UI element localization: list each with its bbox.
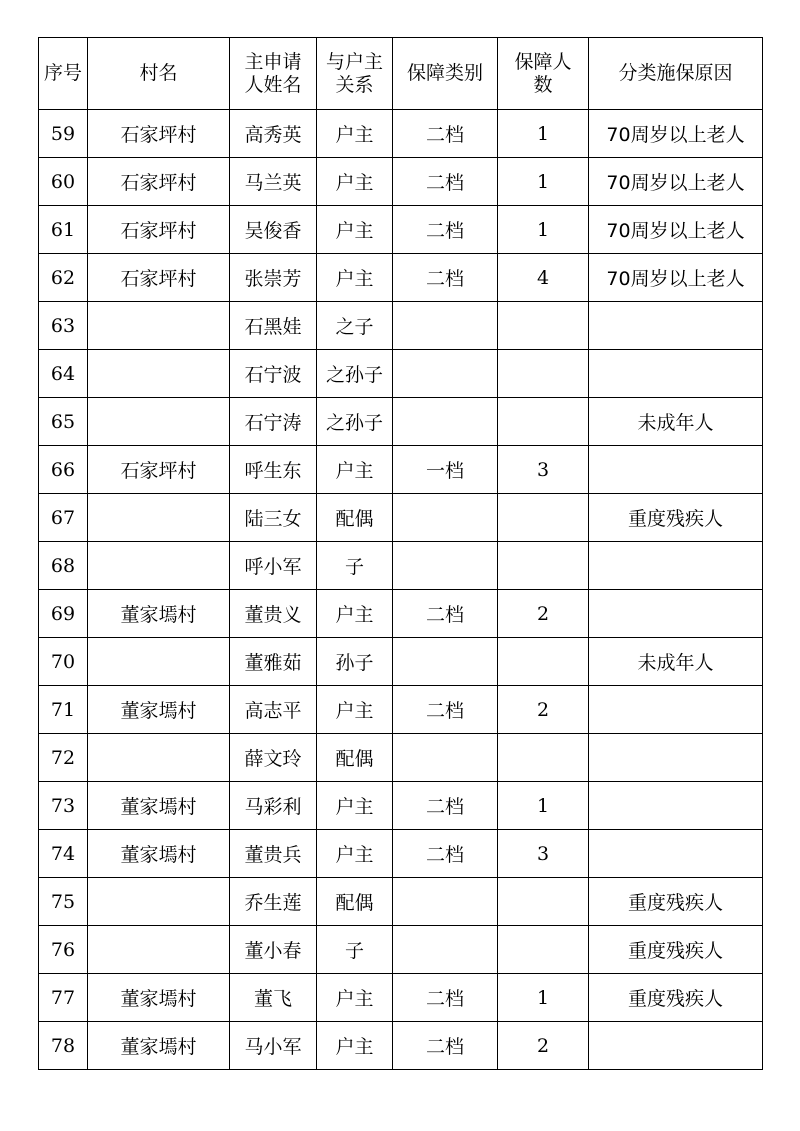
- cell-reason: [589, 446, 763, 494]
- cell-serial-number: 76: [39, 926, 88, 974]
- cell-applicant-name: 董贵义: [230, 590, 317, 638]
- cell-applicant-name: 呼小军: [230, 542, 317, 590]
- cell-category: 二档: [393, 110, 498, 158]
- cell-relation: 子: [317, 542, 393, 590]
- table-row: [39, 542, 763, 590]
- cell-village-name: 石家坪村: [88, 158, 230, 206]
- cell-village-name: 石家坪村: [88, 446, 230, 494]
- cell-reason: [589, 734, 763, 782]
- cell-serial-number: 66: [39, 446, 88, 494]
- table-row: [39, 974, 763, 1022]
- header-category: [393, 38, 498, 110]
- cell-serial-number: 70: [39, 638, 88, 686]
- cell-category: [393, 926, 498, 974]
- cell-applicant-name: 呼生东: [230, 446, 317, 494]
- cell-serial-number: 62: [39, 254, 88, 302]
- cell-relation: 户主: [317, 974, 393, 1022]
- cell-relation: 户主: [317, 158, 393, 206]
- cell-serial-number: 78: [39, 1022, 88, 1070]
- cell-village-name: [88, 350, 230, 398]
- cell-serial-number: 63: [39, 302, 88, 350]
- cell-relation: 孙子: [317, 638, 393, 686]
- cell-count: [498, 494, 589, 542]
- cell-applicant-name: 高志平: [230, 686, 317, 734]
- cell-reason: 未成年人: [589, 638, 763, 686]
- cell-serial-number: 64: [39, 350, 88, 398]
- cell-applicant-name: 吴俊香: [230, 206, 317, 254]
- table-row: [39, 302, 763, 350]
- table-row: [39, 206, 763, 254]
- cell-count: [498, 302, 589, 350]
- table-row: [39, 686, 763, 734]
- cell-village-name: 董家墕村: [88, 1022, 230, 1070]
- table-row: [39, 590, 763, 638]
- cell-reason: 重度残疾人: [589, 878, 763, 926]
- header-applicant-name: [230, 38, 317, 110]
- cell-relation: 户主: [317, 782, 393, 830]
- cell-relation: 户主: [317, 830, 393, 878]
- cell-serial-number: 59: [39, 110, 88, 158]
- table-row: [39, 926, 763, 974]
- table-row: [39, 398, 763, 446]
- header-line: 主申请: [244, 50, 302, 73]
- cell-serial-number: 73: [39, 782, 88, 830]
- cell-category: 二档: [393, 158, 498, 206]
- cell-serial-number: 74: [39, 830, 88, 878]
- table-row: [39, 254, 763, 302]
- cell-category: [393, 542, 498, 590]
- cell-count: 1: [498, 158, 589, 206]
- cell-category: 二档: [393, 782, 498, 830]
- cell-village-name: 董家墕村: [88, 974, 230, 1022]
- cell-category: [393, 302, 498, 350]
- header-count: [498, 38, 589, 110]
- cell-applicant-name: 马兰英: [230, 158, 317, 206]
- cell-serial-number: 71: [39, 686, 88, 734]
- cell-count: 1: [498, 782, 589, 830]
- cell-serial-number: 60: [39, 158, 88, 206]
- cell-applicant-name: 陆三女: [230, 494, 317, 542]
- cell-category: 二档: [393, 830, 498, 878]
- cell-serial-number: 72: [39, 734, 88, 782]
- cell-reason: 70周岁以上老人: [589, 110, 763, 158]
- cell-category: [393, 350, 498, 398]
- cell-category: [393, 878, 498, 926]
- table-row: [39, 110, 763, 158]
- cell-village-name: 董家墕村: [88, 590, 230, 638]
- header-reason: [589, 38, 763, 110]
- table-row: [39, 446, 763, 494]
- cell-village-name: [88, 398, 230, 446]
- cell-reason: [589, 590, 763, 638]
- cell-relation: 户主: [317, 686, 393, 734]
- cell-applicant-name: 董小春: [230, 926, 317, 974]
- table-row: [39, 638, 763, 686]
- cell-village-name: [88, 494, 230, 542]
- cell-applicant-name: 薛文玲: [230, 734, 317, 782]
- header-line: 保障人: [514, 50, 572, 73]
- cell-reason: [589, 350, 763, 398]
- cell-relation: 之子: [317, 302, 393, 350]
- cell-serial-number: 77: [39, 974, 88, 1022]
- cell-reason: [589, 830, 763, 878]
- cell-village-name: [88, 638, 230, 686]
- cell-village-name: 石家坪村: [88, 110, 230, 158]
- cell-village-name: 董家墕村: [88, 782, 230, 830]
- cell-applicant-name: 马小军: [230, 1022, 317, 1070]
- cell-count: [498, 542, 589, 590]
- cell-count: 2: [498, 686, 589, 734]
- cell-relation: 户主: [317, 206, 393, 254]
- cell-count: 4: [498, 254, 589, 302]
- cell-applicant-name: 董飞: [230, 974, 317, 1022]
- header-line: 与户主: [325, 50, 383, 73]
- header-row: [39, 38, 763, 110]
- cell-category: [393, 494, 498, 542]
- cell-count: [498, 398, 589, 446]
- cell-applicant-name: 高秀英: [230, 110, 317, 158]
- cell-count: [498, 878, 589, 926]
- cell-applicant-name: 董贵兵: [230, 830, 317, 878]
- cell-applicant-name: 石宁涛: [230, 398, 317, 446]
- cell-serial-number: 69: [39, 590, 88, 638]
- table-header: [39, 38, 763, 110]
- cell-serial-number: 67: [39, 494, 88, 542]
- cell-village-name: [88, 302, 230, 350]
- cell-relation: 户主: [317, 446, 393, 494]
- cell-count: 3: [498, 446, 589, 494]
- header-line: 保障类别: [406, 62, 483, 84]
- cell-serial-number: 68: [39, 542, 88, 590]
- cell-count: [498, 350, 589, 398]
- table-row: [39, 158, 763, 206]
- cell-serial-number: 61: [39, 206, 88, 254]
- cell-category: [393, 398, 498, 446]
- cell-category: 一档: [393, 446, 498, 494]
- cell-category: [393, 638, 498, 686]
- cell-reason: [589, 542, 763, 590]
- cell-village-name: 石家坪村: [88, 206, 230, 254]
- cell-category: 二档: [393, 686, 498, 734]
- cell-reason: [589, 686, 763, 734]
- cell-count: 2: [498, 590, 589, 638]
- cell-relation: 配偶: [317, 734, 393, 782]
- cell-count: 1: [498, 206, 589, 254]
- cell-village-name: [88, 542, 230, 590]
- cell-reason: [589, 302, 763, 350]
- cell-category: [393, 734, 498, 782]
- header-village-name: [88, 38, 230, 110]
- cell-applicant-name: 石黑娃: [230, 302, 317, 350]
- cell-count: [498, 926, 589, 974]
- header-line: 分类施保原因: [618, 62, 733, 84]
- cell-serial-number: 65: [39, 398, 88, 446]
- table-row: [39, 494, 763, 542]
- cell-count: 1: [498, 974, 589, 1022]
- cell-reason: 重度残疾人: [589, 974, 763, 1022]
- cell-category: 二档: [393, 590, 498, 638]
- cell-count: [498, 638, 589, 686]
- cell-relation: 户主: [317, 254, 393, 302]
- header-serial-number: [39, 38, 88, 110]
- cell-serial-number: 75: [39, 878, 88, 926]
- cell-reason: 70周岁以上老人: [589, 254, 763, 302]
- cell-reason: [589, 782, 763, 830]
- cell-category: 二档: [393, 974, 498, 1022]
- cell-applicant-name: 张崇芳: [230, 254, 317, 302]
- header-line: 关系: [335, 73, 374, 96]
- table-row: [39, 878, 763, 926]
- table-body: [39, 110, 763, 1070]
- assistance-roster-table: [38, 37, 763, 1070]
- header-relation: [317, 38, 393, 110]
- header-line: 数: [533, 73, 553, 96]
- cell-reason: 未成年人: [589, 398, 763, 446]
- cell-reason: 重度残疾人: [589, 926, 763, 974]
- cell-village-name: 石家坪村: [88, 254, 230, 302]
- cell-applicant-name: 石宁波: [230, 350, 317, 398]
- cell-relation: 之孙子: [317, 350, 393, 398]
- cell-count: 1: [498, 110, 589, 158]
- cell-relation: 子: [317, 926, 393, 974]
- cell-village-name: 董家墕村: [88, 686, 230, 734]
- cell-reason: 70周岁以上老人: [589, 206, 763, 254]
- cell-count: [498, 734, 589, 782]
- cell-reason: [589, 1022, 763, 1070]
- cell-relation: 配偶: [317, 878, 393, 926]
- cell-count: 3: [498, 830, 589, 878]
- cell-village-name: 董家墕村: [88, 830, 230, 878]
- cell-relation: 户主: [317, 590, 393, 638]
- table-row: [39, 782, 763, 830]
- cell-count: 2: [498, 1022, 589, 1070]
- cell-relation: 配偶: [317, 494, 393, 542]
- header-line: 序号: [43, 62, 82, 84]
- table-row: [39, 350, 763, 398]
- cell-relation: 户主: [317, 110, 393, 158]
- cell-village-name: [88, 878, 230, 926]
- table-row: [39, 830, 763, 878]
- cell-village-name: [88, 926, 230, 974]
- table-row: [39, 1022, 763, 1070]
- cell-category: 二档: [393, 206, 498, 254]
- table-row: [39, 734, 763, 782]
- cell-reason: 70周岁以上老人: [589, 158, 763, 206]
- cell-applicant-name: 马彩利: [230, 782, 317, 830]
- header-line: 村名: [139, 62, 178, 84]
- cell-relation: 户主: [317, 1022, 393, 1070]
- cell-relation: 之孙子: [317, 398, 393, 446]
- cell-category: 二档: [393, 254, 498, 302]
- cell-applicant-name: 董雅茹: [230, 638, 317, 686]
- cell-category: 二档: [393, 1022, 498, 1070]
- header-line: 人姓名: [244, 73, 302, 96]
- cell-reason: 重度残疾人: [589, 494, 763, 542]
- cell-village-name: [88, 734, 230, 782]
- cell-applicant-name: 乔生莲: [230, 878, 317, 926]
